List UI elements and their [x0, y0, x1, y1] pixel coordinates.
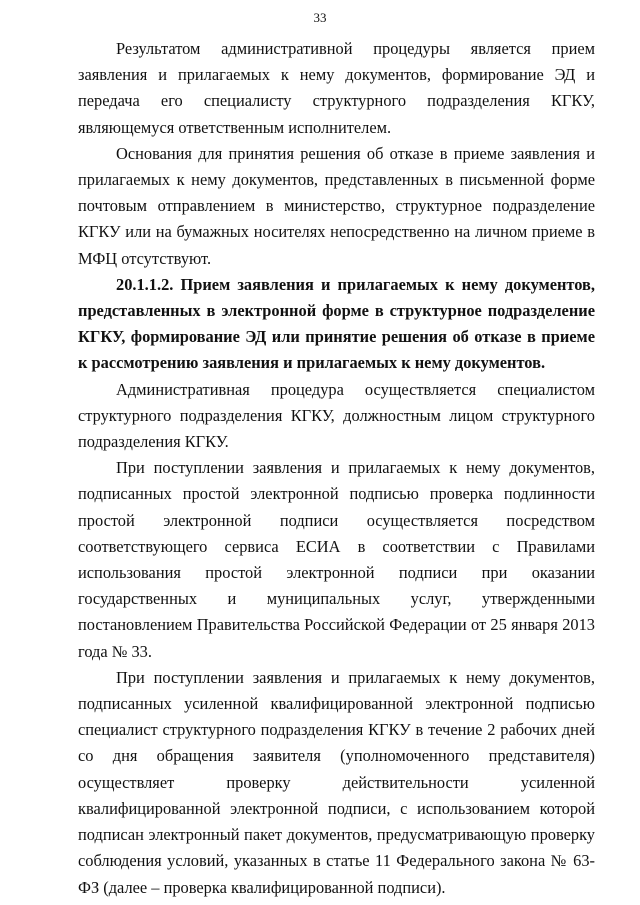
section-heading-20-1-1-2: 20.1.1.2. Прием заявления и прилагаемых к нему документов, представленных в электронной форме в структурное подразделение КГКУ, формирование ЭД или принятие решения об отказе в приеме к рассмотрению заявления и прилагаемых к нему документов.: [78, 274, 595, 373]
paragraph-qualified-signature: При поступлении заявления и прилагаемых к нему документов, подписанных усиленной квалифицированной электронной подписью специалист структурного подразделения КГКУ в течение 2 рабочих дней со дня обращения заявителя (уполномоченного представителя) осуществляет проверку действительности усиленной квалифицированной электронной подписи, с использованием которой подписан электронный пакет документов, предусматривающую проверку соблюдения условий, указанных в статье 11 Федерального закона № 63-ФЗ (далее – проверка квалифицированной подписи).: [78, 667, 595, 897]
page-number: 33: [313, 10, 327, 25]
paragraph-procedure-performer: Административная процедура осуществляется специалистом структурного подразделения КГКУ, должностным лицом структурного подразделения КГКУ.: [78, 379, 595, 452]
paragraph-refusal-grounds: Основания для принятия решения об отказе в приеме заявления и прилагаемых к нему документов, представленных в письменной форме почтовым отправлением в министерство, структурное подразделение КГКУ или на бумажных носителях непосредственно на личном приеме в МФЦ отсутствуют.: [78, 143, 595, 268]
paragraph-result: Результатом административной процедуры является прием заявления и прилагаемых к нему документов, формирование ЭД и передача его специалисту структурного подразделения КГКУ, являющемуся ответственным исполнителем.: [78, 39, 595, 137]
paragraph-simple-signature: При поступлении заявления и прилагаемых к нему документов, подписанных простой электронной подписью проверка подлинности простой электронной подписи осуществляется посредством соответствующего сервиса ЕСИА в соответствии с Правилами использования простой электронной подписи при оказании государственных и муниципальных услуг, утвержденными постановлением Правительства Российской Федерации от 25 января 2013 года № 33.: [78, 458, 595, 661]
document-body: [78, 36, 595, 901]
